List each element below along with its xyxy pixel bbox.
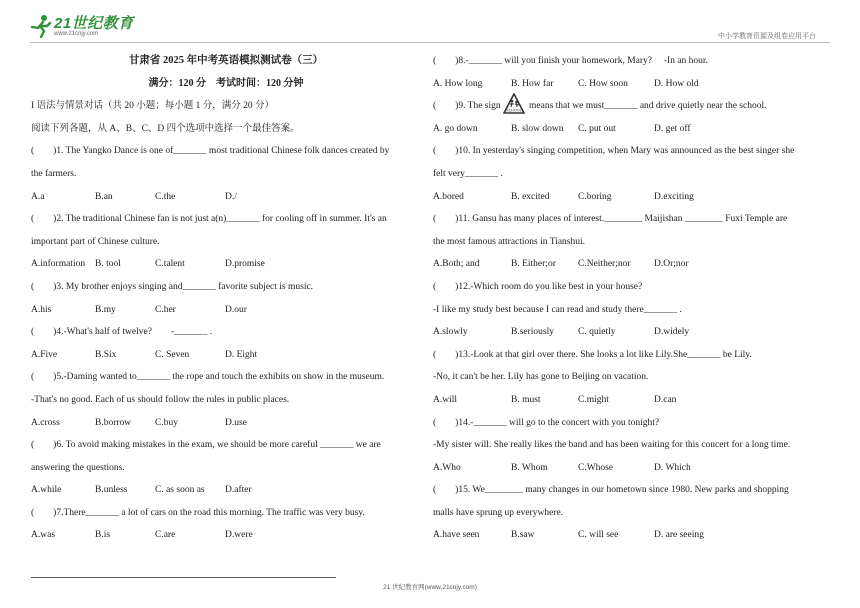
answer-option: D. How old — [654, 78, 699, 89]
question-line: important part of Chinese culture. — [31, 236, 160, 247]
answer-option: B.unless — [95, 485, 128, 496]
question-line: ( )12.-Which room do you like best in your house? — [433, 281, 643, 292]
question-line: the farmers. — [31, 168, 77, 179]
answer-option: A. go down — [433, 123, 478, 134]
right-questions — [433, 50, 821, 547]
option-row — [31, 299, 421, 322]
answer-option: B. Either;or — [511, 259, 556, 270]
answer-option: A.his — [31, 304, 52, 315]
answer-option: A.will — [433, 394, 458, 405]
answer-option: A.Who — [433, 462, 461, 473]
answer-option: B.is — [95, 530, 111, 541]
answer-option: A. How long — [433, 78, 483, 89]
option-row — [433, 457, 821, 480]
section-heading: I 语法与情景对话（共 20 小题；每小题 1 分，满分 20 分） — [31, 101, 275, 112]
right-column — [433, 50, 821, 547]
option-row — [433, 389, 821, 412]
option-row — [31, 186, 421, 209]
answer-option: D. are seeing — [654, 530, 704, 541]
answer-option: D.widely — [654, 327, 690, 338]
question-line: ( )1. The Yangko Dance is one of_______ most traditional Chinese folk dances created by — [31, 146, 390, 157]
answer-option: D./ — [225, 191, 237, 202]
question-line: ( )10. In yesterday's singing competition, when Mary was announced as the best singer she — [433, 146, 795, 157]
answer-option: C. as soon as — [155, 485, 205, 496]
answer-option: A.while — [31, 485, 62, 496]
header-divider — [30, 42, 830, 43]
question-line: -I like my study best because I can read and study there_______ . — [433, 304, 682, 315]
question-line: ( )3. My brother enjoys singing and_______ favorite subject is music. — [31, 281, 314, 292]
option-row — [433, 73, 821, 96]
answer-option: D.our — [225, 304, 247, 315]
answer-option: D.exciting — [654, 191, 694, 202]
platform-name: 中小学教育资源及组卷应用平台 — [718, 33, 816, 40]
answer-option: B.borrow — [95, 417, 132, 428]
score-line: 满分：120 分 考试时间：120 分钟 — [148, 77, 304, 89]
answer-option: C. Seven — [155, 349, 190, 360]
option-row — [433, 186, 821, 209]
answer-option: B. slow down — [511, 123, 564, 134]
answer-option: B. must — [511, 394, 541, 405]
answer-option: D. Which — [654, 462, 691, 473]
answer-option: B. tool — [95, 259, 121, 270]
answer-option: B.Six — [95, 349, 117, 360]
answer-option: C.talent — [155, 259, 185, 270]
answer-option: C.Neither;nor — [578, 259, 631, 270]
question-line: ( )14.-_______ will go to the concert with you tonight? — [433, 417, 660, 428]
left-questions — [31, 140, 421, 547]
option-row — [433, 118, 821, 141]
question-line: ( )6. To avoid making mistakes in the exam, we should be more careful _______ we are — [31, 440, 381, 451]
answer-option: C. will see — [578, 530, 619, 541]
page-footer: 21 世纪教育网(www.21cnjy.com) — [383, 584, 477, 591]
option-row — [31, 412, 421, 435]
option-row — [31, 479, 421, 502]
answer-option: C. put out — [578, 123, 616, 134]
question-line: felt very_______ . — [433, 168, 503, 179]
runner-logo-icon — [30, 14, 52, 38]
answer-option: A.Five — [31, 349, 58, 360]
answer-option: A.information — [31, 259, 86, 270]
logo-text: 21世纪教育 — [54, 15, 134, 32]
question-line — [433, 95, 821, 118]
page-header — [0, 0, 860, 44]
answer-option: C. How soon — [578, 78, 628, 89]
answer-option: A.slowly — [433, 327, 468, 338]
answer-option: A.a — [31, 191, 45, 202]
school-warning-sign-icon — [503, 93, 525, 115]
question-line: ( )11. Gansu has many places of interest.________ Maijishan ________ Fuxi Temple are — [433, 214, 788, 225]
answer-option: B. How far — [511, 78, 554, 89]
answer-option: B.saw — [511, 530, 535, 541]
question-text: means that we must_______ and drive quietly near the school. — [526, 101, 767, 112]
paper-title: 甘肃省 2025 年中考英语模拟测试卷（三） — [128, 55, 324, 66]
answer-option: C.might — [578, 394, 609, 405]
answer-option: A.have seen — [433, 530, 480, 541]
answer-option: D.were — [225, 530, 253, 541]
question-line: malls have sprung up everywhere. — [433, 507, 564, 518]
question-line: the most famous attractions in Tianshui. — [433, 236, 585, 247]
question-line: ( )8.-_______ will you finish your homework, Mary? -In an hour. — [433, 56, 708, 66]
answer-option: D. Eight — [225, 349, 258, 360]
option-row — [31, 344, 421, 367]
answer-option: A.cross — [31, 417, 60, 428]
answer-option: B.an — [95, 191, 113, 202]
left-column — [31, 50, 421, 547]
answer-option: D.use — [225, 417, 247, 428]
answer-option: B. Whom — [511, 462, 548, 473]
option-row — [433, 253, 821, 276]
answer-option: B.seriously — [511, 327, 555, 338]
answer-option: C.the — [155, 191, 176, 202]
question-line: ( )4.-What's half of twelve? -_______ . — [31, 327, 213, 338]
sign-label: SCHOOL — [506, 108, 522, 113]
answer-option: B.my — [95, 304, 116, 315]
footer-rule — [31, 577, 336, 578]
question-line: ( )5.-Daming wanted to_______ the rope and touch the exhibits on show in the museum. — [31, 372, 385, 383]
answer-option: A.bored — [433, 191, 464, 202]
question-line: ( )15. We________ many changes in our hometown since 1980. New parks and shopping — [433, 485, 789, 496]
answer-option: D.can — [654, 394, 677, 405]
answer-option: D.promise — [225, 259, 265, 270]
option-row — [31, 524, 421, 547]
answer-option: D.Or;nor — [654, 259, 689, 270]
instruction: 阅读下列各题，从 A、B、C、D 四个选项中选择一个最佳答案。 — [31, 123, 300, 134]
question-line: -No, it can't be her. Lily has gone to Beijing on vacation. — [433, 372, 649, 383]
question-line: ( )13.-Look at that girl over there. She looks a lot like Lily.She_______ be Lily. — [433, 349, 752, 360]
answer-option: B. excited — [511, 191, 550, 202]
answer-option: C.her — [155, 304, 176, 315]
answer-option: C.Whose — [578, 462, 614, 473]
answer-option: C.buy — [155, 417, 178, 428]
answer-option: A.Both; and — [433, 259, 480, 270]
site-logo — [30, 12, 140, 42]
answer-option: C. quietly — [578, 327, 616, 338]
question-line: answering the questions. — [31, 462, 125, 473]
answer-option: A.was — [31, 530, 56, 541]
option-row — [433, 524, 821, 547]
answer-option: D.after — [225, 485, 252, 496]
question-line: -That's no good. Each of us should follow the rules in public places. — [31, 394, 290, 405]
logo-url: www.21cnjy.com — [54, 31, 99, 37]
answer-option: C.boring — [578, 191, 612, 202]
question-line: ( )7.There_______ a lot of cars on the road this morning. The traffic was very busy. — [31, 507, 365, 518]
answer-option: C.are — [155, 530, 176, 541]
question-text: ( )9. The sign — [433, 101, 501, 112]
option-row — [433, 321, 821, 344]
option-row — [31, 253, 421, 276]
question-line: -My sister will. She really likes the band and has been waiting for this concert for a long time. — [433, 440, 791, 451]
answer-option: D. get off — [654, 123, 691, 134]
question-line: ( )2. The traditional Chinese fan is not just a(n)_______ for cooling off in summer. It's an — [31, 214, 387, 225]
